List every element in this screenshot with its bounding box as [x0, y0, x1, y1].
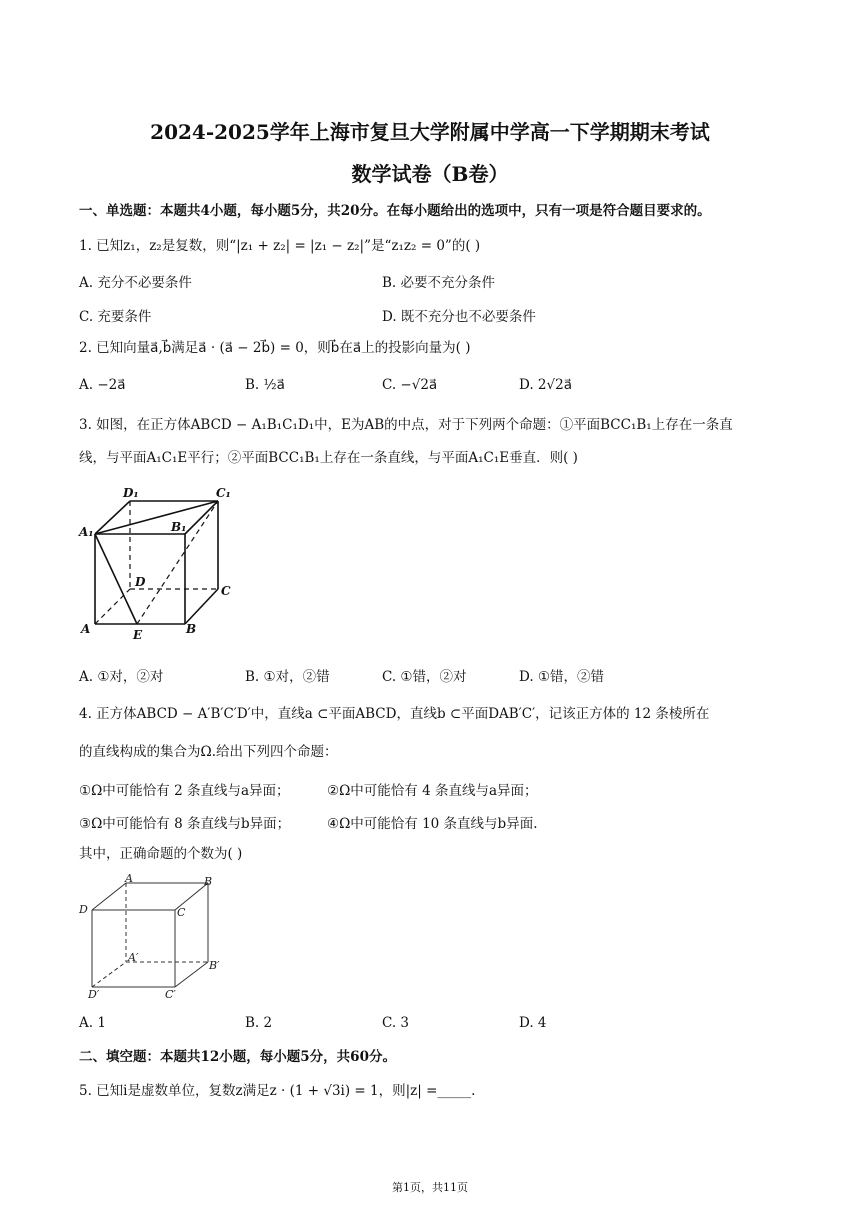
q2-stem: 2. 已知向量a⃗,b⃗满足a⃗ · (a⃗ − 2b⃗) = 0，则b⃗在a⃗上的投影向量为( ) — [79, 340, 471, 356]
q3-option-b: B. ①对，②错 — [245, 669, 330, 685]
q5-stem: 5. 已知i是虚数单位，复数z满足z · (1 + √3i) = 1，则|z| =_____. — [79, 1083, 476, 1099]
q3-label-a: A — [81, 622, 91, 636]
q4-option-c: C. 3 — [382, 1015, 410, 1031]
q2-option-c: C. −√2a⃗ — [382, 377, 438, 393]
q2-option-d: D. 2√2a⃗ — [519, 377, 572, 393]
exam-subtitle: 数学试卷（B卷） — [351, 162, 509, 186]
q3-label-c1: C₁ — [216, 486, 231, 500]
q4-option-a: A. 1 — [79, 1015, 106, 1031]
q4-prop-2: ②Ω中可能恰有 4 条直线与a异面； — [327, 783, 538, 799]
q4-option-b: B. 2 — [245, 1015, 273, 1031]
q3-label-a1: A₁ — [79, 525, 94, 539]
q4-label-a: A — [125, 872, 133, 885]
q3-label-d1: D₁ — [123, 486, 139, 500]
q3-option-a: A. ①对，②对 — [79, 669, 164, 685]
section2-heading: 二、填空题：本题共12小题，每小题5分，共60分。 — [79, 1049, 396, 1065]
q4-prop-1: ①Ω中可能恰有 2 条直线与a异面； — [79, 783, 290, 799]
q3-label-c: C — [221, 584, 231, 598]
q1-option-d: D. 既不充分也不必要条件 — [382, 309, 536, 325]
q4-label-a-prime: A′ — [128, 951, 139, 964]
q4-label-c-prime: C′ — [165, 988, 176, 1001]
q3-label-b: B — [186, 622, 197, 636]
section1-heading: 一、单选题：本题共4小题，每小题5分，共20分。在每小题给出的选项中，只有一项是符合题目要求的。 — [79, 203, 711, 219]
q4-prop-3: ③Ω中可能恰有 8 条直线与b异面； — [79, 816, 291, 832]
q4-label-d-prime: D′ — [88, 988, 100, 1001]
q4-label-b-prime: B′ — [209, 959, 220, 972]
q3-option-c: C. ①错，②对 — [382, 669, 467, 685]
q1-stem: 1. 已知z₁，z₂是复数，则“|z₁ + z₂| = |z₁ − z₂|”是“z₁z₂ = 0”的( ) — [79, 238, 481, 254]
exam-title: 2024-2025学年上海市复旦大学附属中学高一下学期期末考试 — [150, 120, 710, 144]
q2-option-a: A. −2a⃗ — [79, 377, 126, 393]
q4-stem-line2: 的直线构成的集合为Ω.给出下列四个命题： — [79, 744, 338, 760]
q3-option-d: D. ①错，②错 — [519, 669, 605, 685]
page-footer: 第1页，共11页 — [392, 1181, 468, 1194]
q4-ask: 其中，正确命题的个数为( ) — [79, 846, 243, 862]
q3-stem-line1: 3. 如图，在正方体ABCD − A₁B₁C₁D₁中，E为AB的中点，对于下列两个命题：①平面BCC₁B₁上存在一条直 — [79, 417, 733, 433]
q3-label-d: D — [135, 575, 146, 589]
q3-label-b1: B₁ — [171, 520, 187, 534]
q3-stem-line2: 线，与平面A₁C₁E平行；②平面BCC₁B₁上存在一条直线，与平面A₁C₁E垂直．则( ) — [79, 450, 578, 466]
q4-label-c: C — [177, 906, 186, 919]
q4-option-d: D. 4 — [519, 1015, 547, 1031]
q1-option-b: B. 必要不充分条件 — [382, 275, 496, 291]
q4-label-d: D — [79, 903, 88, 916]
q4-cube-figure — [75, 872, 235, 1002]
q4-label-b: B — [204, 875, 213, 888]
q3-label-e: E — [133, 628, 143, 642]
q3-cube-figure — [75, 482, 245, 642]
q1-option-a: A. 充分不必要条件 — [79, 275, 192, 291]
q1-option-c: C. 充要条件 — [79, 309, 152, 325]
q4-stem-line1: 4. 正方体ABCD − A′B′C′D′中，直线a ⊂平面ABCD，直线b ⊂平面DAB′C′，记该正方体的 12 条棱所在 — [79, 706, 710, 722]
q4-prop-4: ④Ω中可能恰有 10 条直线与b异面. — [327, 816, 538, 832]
q2-option-b: B. ½a⃗ — [245, 377, 285, 393]
